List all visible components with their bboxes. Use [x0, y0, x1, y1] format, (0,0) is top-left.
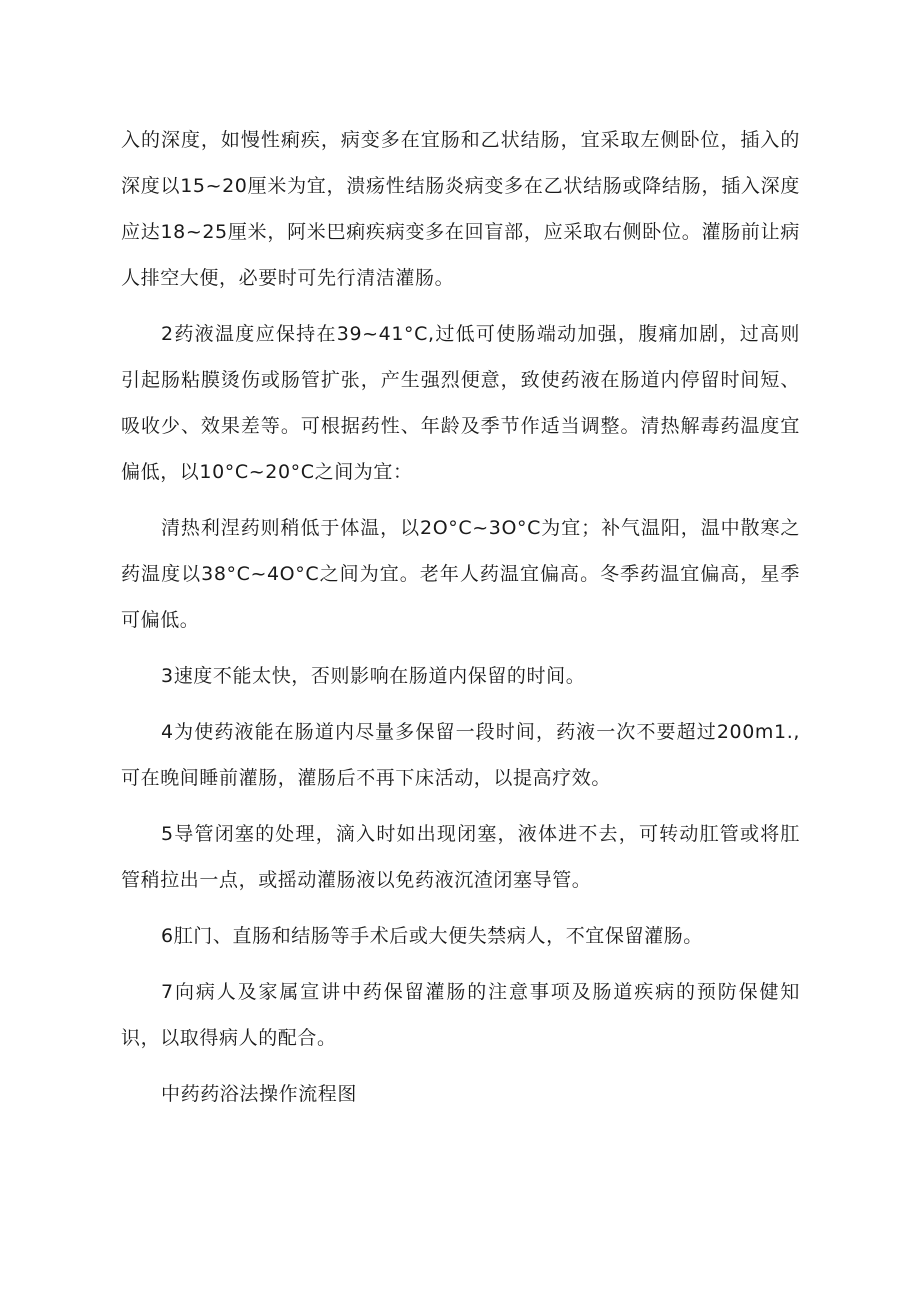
paragraph-temperature-continued: 清热利涅药则稍低于体温，以2O°C~3O°C为宜；补气温阳，温中散寒之药温度以38°C~4O°C之间为宜。老年人药温宜偏高。冬季药温宜偏高，星季可偏低。 — [121, 517, 800, 631]
paragraph-temperature: 2药液温度应保持在39~41°C,过低可使肠端动加强，腹痛加剧，过高则引起肠粘膜烫伤或肠管扩张，产生强烈便意，致使药液在肠道内停留时间短、吸收少、效果差等。可根据药性、年龄及季节作适当调整。清热解毒药温度宜偏低，以10°C~20°C之间为宜： — [121, 323, 800, 483]
paragraph-volume: 4为使药液能在肠道内尽量多保留一段时间，药液一次不要超过200m1.,可在晚间睡前灌肠，灌肠后不再下床活动，以提高疗效。 — [121, 721, 800, 789]
paragraph-speed: 3速度不能太快，否则影响在肠道内保留的时间。 — [161, 665, 586, 687]
paragraph-insertion-depth: 入的深度，如慢性痢疾，病变多在宜肠和乙状结肠，宜采取左侧卧位，插入的深度以15~20厘米为宜，溃疡性结肠炎病变多在乙状结肠或降结肠，插入深度应达18~25厘米，阿米巴痢疾病变多在回盲部，应采取右侧卧位。灌肠前让病人排空大便，必要时可先行清洁灌肠。 — [121, 129, 800, 289]
paragraph-contraindication: 6肛门、直肠和结肠等手术后或大便失禁病人，不宜保留灌肠。 — [161, 925, 703, 947]
section-heading-bath-flowchart: 中药药浴法操作流程图 — [161, 1083, 358, 1105]
paragraph-blockage: 5导管闭塞的处理，滴入时如出现闭塞，液体进不去，可转动肛管或将肛管稍拉出一点，或摇动灌肠液以免药液沉渣闭塞导管。 — [121, 823, 800, 891]
paragraph-education: 7向病人及家属宣讲中药保留灌肠的注意事项及肠道疾病的预防保健知识，以取得病人的配合。 — [121, 981, 800, 1049]
